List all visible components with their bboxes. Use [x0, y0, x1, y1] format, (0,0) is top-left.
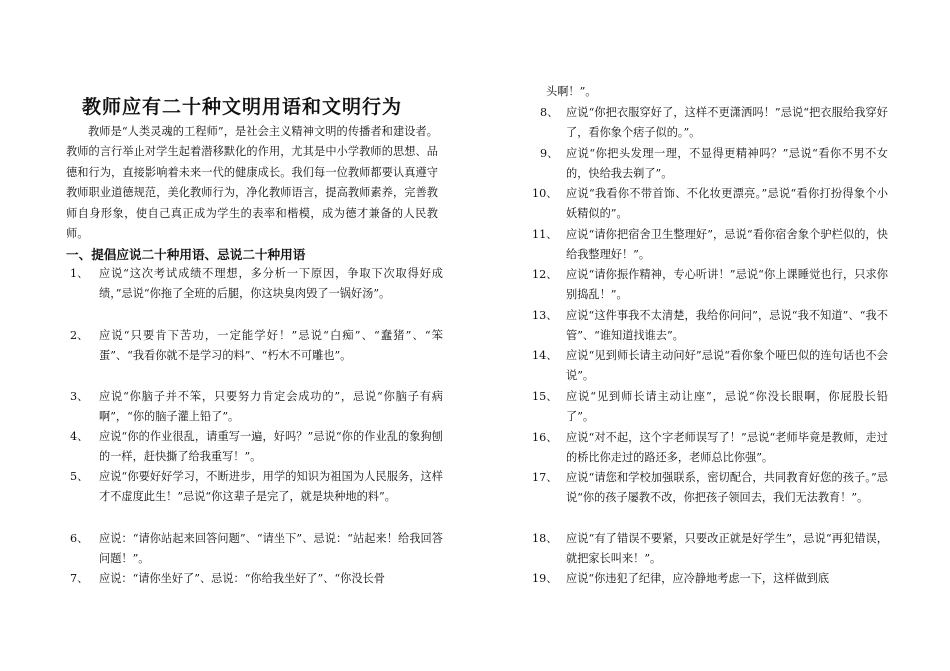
document-title: 教师应有二十种文明用语和文明行为: [82, 96, 403, 118]
intro-paragraph: 教师是“人类灵魂的工程师”，是社会主义精神文明的传播者和建设者。教师的言行举止对学生起着潜移默化的作用，尤其是中小学教师的思想、品德和行为，直接影响着未来一代的健康成长。我们每一位教师都要认真遵守教师职业道德规范，美化教师行为，净化教师语言，提高教师素养，完善教师自身形象，使自己真正成为学生的表率和楷模，成为德才兼备的人民教师。: [66, 125, 438, 241]
item-text: 应说“你把衣服穿好了，这样不更潇洒吗！”忌说“把衣服给我穿好了，看你象个痞子似的。”。: [566, 106, 888, 140]
item-text: 应说“你违犯了纪律，应冷静地考虑一下，这样做到底: [566, 572, 830, 585]
item-number: 5、: [70, 470, 89, 483]
item-text: 应说“这件事我不太清楚，我给你问问”，忌说“我不知道”、“我不管”、“谁知道找谁去”。: [566, 309, 888, 343]
item-number: 3、: [70, 390, 89, 403]
item-number: 16、: [532, 431, 558, 444]
item-number: 13、: [532, 309, 558, 322]
item-number: 19、: [532, 572, 558, 585]
item-text: 应说“请你振作精神，专心听讲！”忌说“你上课睡觉也行，只求你别捣乱！”。: [566, 268, 888, 302]
item-number: 1、: [70, 267, 89, 280]
item-number: 17、: [532, 471, 558, 484]
item-number: 18、: [532, 532, 558, 545]
item-text: 应说“我看你不带首饰、不化妆更漂亮。”忌说“看你打扮得象个小妖精似的”。: [566, 187, 888, 221]
item-number: 10、: [532, 187, 558, 200]
item-number: 6、: [70, 532, 89, 545]
item-number: 12、: [532, 268, 558, 281]
item-text: 应说“你要好好学习，不断进步，用学的知识为祖国为人民服务，这样才不虚度此生！”忌说“你这辈子是完了，就是块种地的料”。: [99, 470, 443, 504]
item-text: 应说“见到师长请主动让座”，忌说“你没长眼啊，你屁股长铅了”。: [566, 390, 888, 424]
continued-text: 头啊！”。: [546, 85, 597, 98]
item-number: 9、: [540, 147, 559, 160]
item-text: 应说“见到师长请主动问好”忌说“看你象个哑巴似的连句话也不会说”。: [566, 349, 888, 383]
item-text: 应说“有了错误不要紧，只要改正就是好学生”，忌说“再犯错误，就把家长叫来！”。: [566, 532, 888, 566]
section-heading: 一、提倡应说二十种用语、忌说二十种用语: [66, 247, 306, 262]
item-text: 应说“请你把宿舍卫生整理好”，忌说“看你宿舍象个驴栏似的，快给我整理好！”。: [566, 228, 888, 262]
item-text: 应说“你的作业很乱，请重写一遍，好吗？”忌说“你的作业乱的象狗刨的一样，赶快撕了给我重写！”。: [99, 430, 443, 464]
item-text: 应说“只要肯下苦功，一定能学好！”忌说“白痴”、“蠢猪”、“笨蛋”、“我看你就不是学习的料”、“朽木不可雕也”。: [99, 329, 443, 363]
item-text: 应说“这次考试成绩不理想，多分析一下原因，争取下次取得好成绩，”忌说“你拖了全班的后腿，你这块臭肉毁了一锅好汤”。: [99, 267, 443, 301]
item-number: 7、: [70, 572, 89, 585]
item-text: 应说“请您和学校加强联系，密切配合，共同教育好您的孩子。”忌说“你的孩子屡教不改，你把孩子领回去，我们无法教育！”。: [566, 471, 888, 505]
item-text: 应说“你把头发理一理，不显得更精神吗？”忌说“看你不男不女的，快给我去剃了”。: [566, 147, 888, 181]
item-number: 2、: [70, 329, 89, 342]
item-text: 应说“你脑子并不笨，只要努力肯定会成功的”，忌说“你脑子有病啊”，“你的脑子灌上铅了”。: [99, 390, 443, 424]
item-number: 8、: [540, 106, 559, 119]
item-text: 应说“对不起，这个字老师误写了！”忌说“老师毕竟是教师，走过的桥比你走过的路还多，老师总比你强”。: [566, 431, 888, 465]
item-number: 14、: [532, 349, 558, 362]
item-number: 4、: [70, 430, 89, 443]
item-number: 11、: [532, 228, 558, 241]
item-text: 应说：“请你坐好了”、忌说：“你给我坐好了”、“你没长骨: [99, 572, 385, 585]
item-text: 应说：“请你站起来回答问题”、“请坐下”、忌说：“站起来！给我回答问题！”。: [99, 532, 443, 566]
item-number: 15、: [532, 390, 558, 403]
